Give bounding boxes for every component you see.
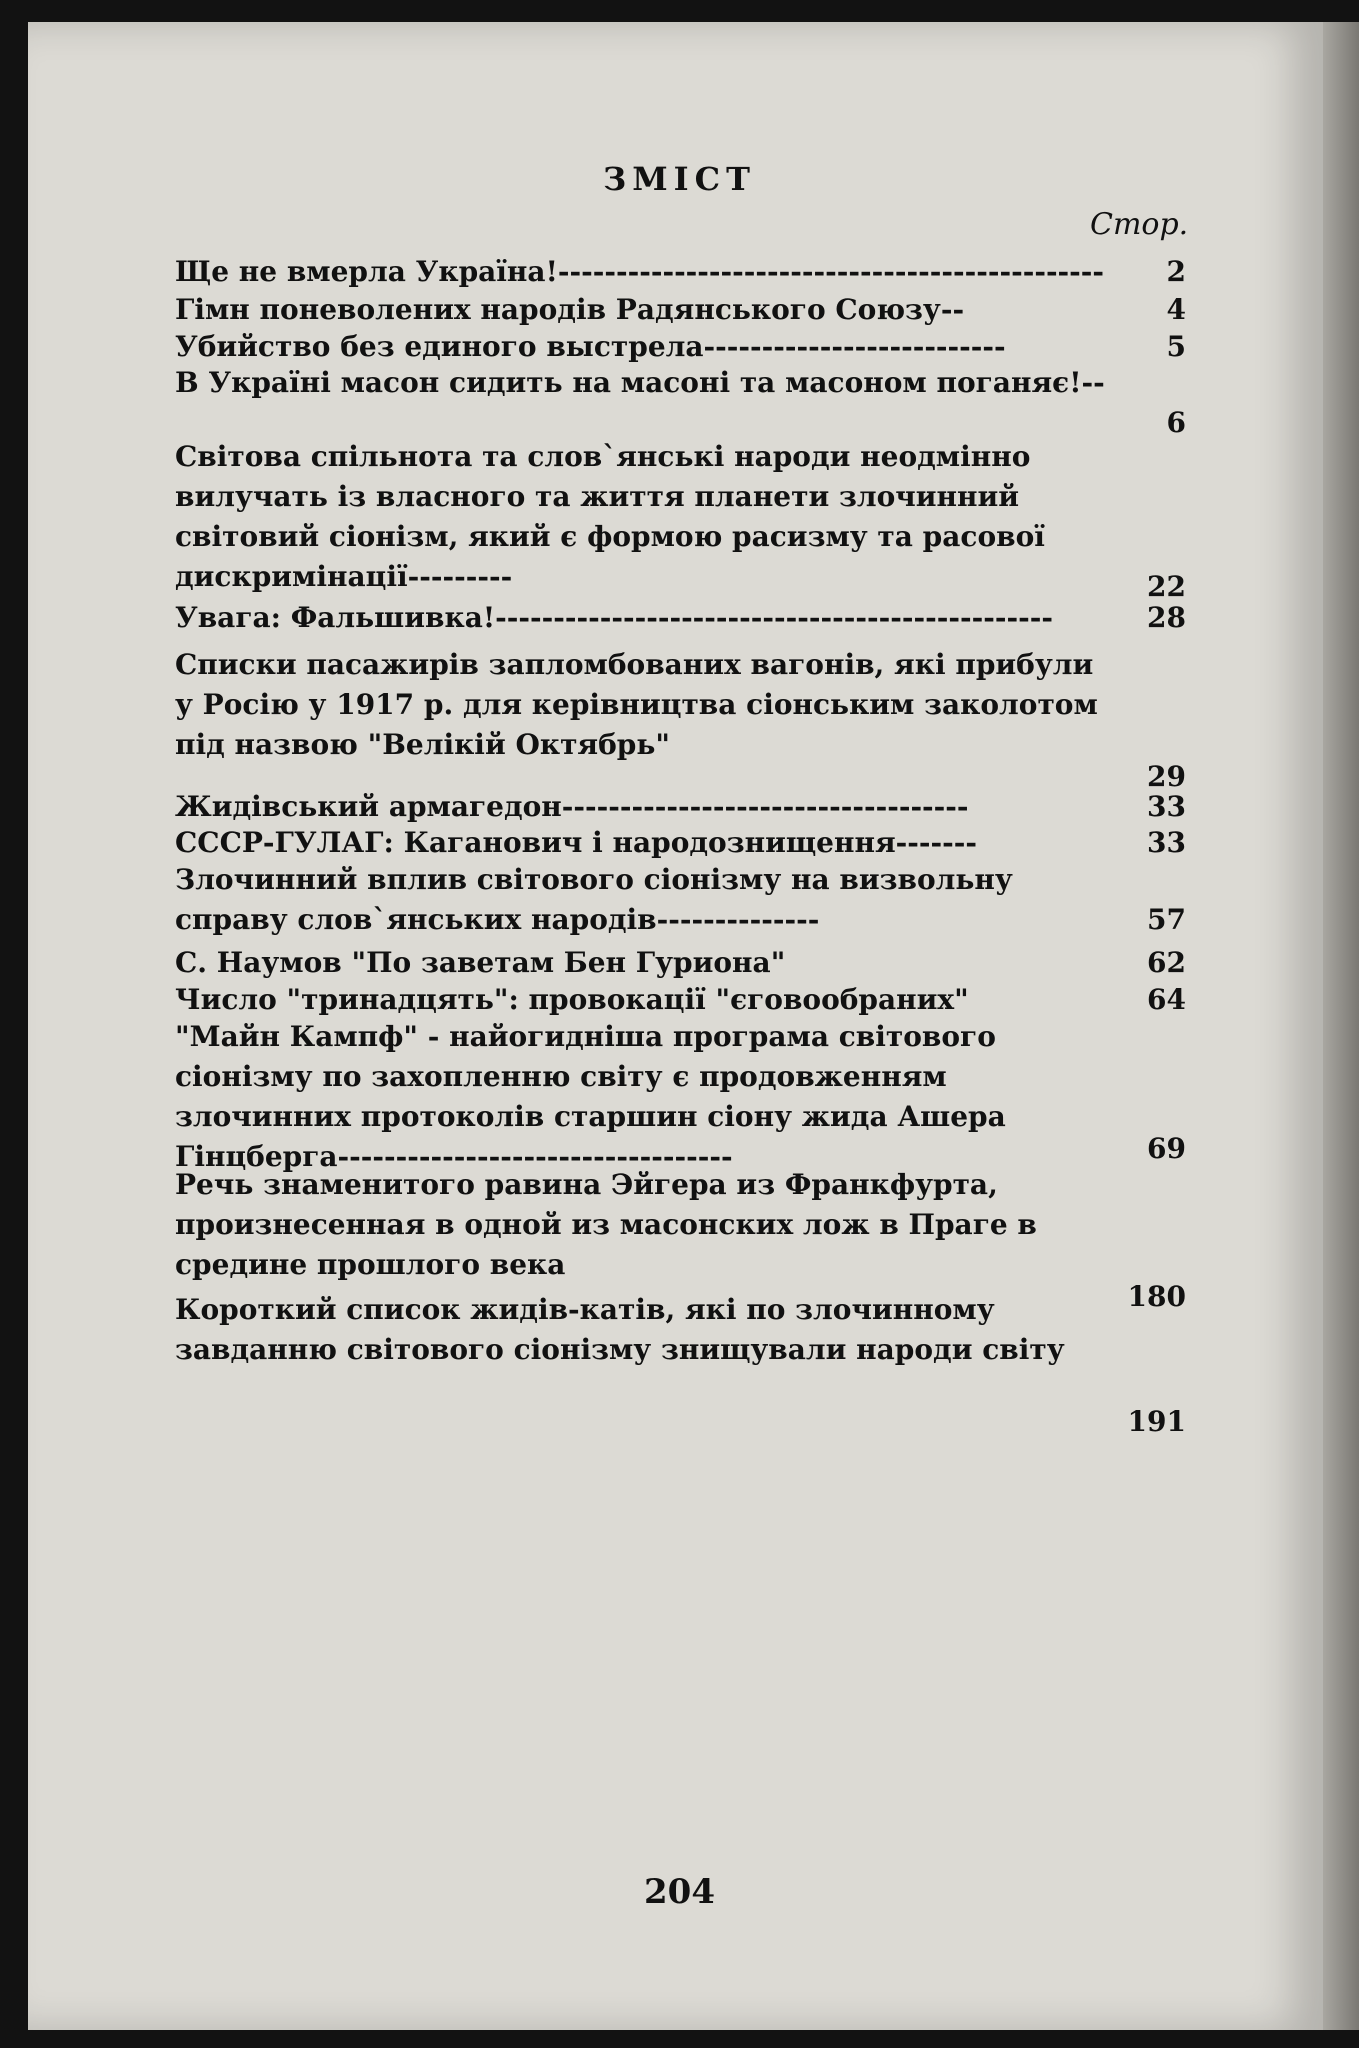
toc-entry <box>175 1017 1195 1177</box>
toc-entry <box>175 980 1195 1020</box>
toc-entry <box>175 598 1195 638</box>
toc-entry-page: 6 <box>1166 406 1186 439</box>
toc-entry <box>175 1165 1195 1285</box>
toc-entry-line: світовий сіонізм, який є формою расизму та расової <box>175 520 1045 553</box>
toc-entry-line: Убийство без единого выстрела-------------------------- <box>175 330 1006 363</box>
toc-entry-line: завданню світового сіонізму знищували народи світу <box>175 1333 1065 1366</box>
toc-entry-line: вилучать із власного та життя планети злочинний <box>175 480 1020 513</box>
toc-entry-line: у Росію у 1917 р. для керівництва сіонським заколотом <box>175 688 1098 721</box>
toc-entry-page: 33 <box>1147 790 1186 823</box>
toc-entry-line: сіонізму по захопленню світу є продовженням <box>175 1060 947 1093</box>
toc-entry <box>175 252 1195 292</box>
toc-entry-line: Світова спільнота та слов`янські народи неодмінно <box>175 440 1031 473</box>
toc-entry <box>175 943 1195 983</box>
toc-entry-page: 64 <box>1147 983 1186 1016</box>
toc-entry-line: "Майн Кампф" - найогиднішa програма світового <box>175 1020 996 1053</box>
toc-entry-page: 33 <box>1147 826 1186 859</box>
toc-entry-line: СССР-ГУЛАГ: Каганович і народознищення------- <box>175 826 977 859</box>
toc-entry-line: справу слов`янських народів-------------- <box>175 903 820 936</box>
toc-entry-line: Злочинний вплив світового сіонізму на визвольну <box>175 863 1013 896</box>
toc-entry-line: С. Наумов "По заветам Бен Гуриона" <box>175 946 786 979</box>
toc-entry-page: 180 <box>1127 1280 1186 1313</box>
toc-entry-page: 2 <box>1166 255 1186 288</box>
toc-entry-page: 191 <box>1127 1405 1186 1438</box>
toc-entry-page: 4 <box>1166 293 1186 326</box>
toc-title: ЗМІСТ <box>603 160 756 198</box>
toc-entry-line: дискримінації--------- <box>175 560 513 593</box>
toc-entry <box>175 860 1195 940</box>
toc-entry-line: злочинних протоколів старшин сіону жида Ашера <box>175 1100 1006 1133</box>
toc-entry-line: Короткий список жидів-катів, які по злочинному <box>175 1293 995 1326</box>
toc-entry-line: произнесенная в одной из масонских лож в Праге в <box>175 1208 1037 1241</box>
page-column-label: Стор. <box>1090 207 1189 242</box>
toc-entry-line: Гінцберга---------------------------------- <box>175 1140 733 1173</box>
toc-entry-line: Жидівський армагедон----------------------------------- <box>175 790 969 823</box>
toc-entry-line: Списки пасажирів запломбованих вагонів, які прибули <box>175 648 1094 681</box>
toc-entry-page: 62 <box>1147 946 1186 979</box>
toc-entry-line: Число "тринадцять": провокації "єговообраних" <box>175 983 969 1016</box>
toc-entry-line: средине прошлого века <box>175 1248 566 1281</box>
toc-entry-line: під назвою "Велікій Октябрь" <box>175 728 670 761</box>
toc-entry <box>175 290 1195 330</box>
toc-entry-page: 22 <box>1147 570 1186 603</box>
toc-entry <box>175 1290 1195 1370</box>
toc-entry-page: 5 <box>1166 330 1186 363</box>
toc-entry-line: В Україні масон сидить на масоні та масоном поганяє!-- <box>175 366 1105 399</box>
toc-entry <box>175 645 1195 765</box>
toc-entry-line: Гімн поневолених народів Радянського Союзу-- <box>175 293 965 326</box>
toc-entry <box>175 363 1195 403</box>
toc-entry <box>175 787 1195 827</box>
toc-entry-line: Ще не вмерла Україна!----------------------------------------------- <box>175 255 1105 288</box>
toc-entry-line: Речь знаменитого равина Эйгера из Франкфурта, <box>175 1168 998 1201</box>
toc-entry-page: 69 <box>1147 1132 1186 1165</box>
toc-entry-line: Увага: Фальшивка!------------------------------------------------ <box>175 601 1053 634</box>
toc-entry <box>175 327 1195 367</box>
toc-entry-page: 29 <box>1147 760 1186 793</box>
toc-entry-page: 57 <box>1147 903 1186 936</box>
toc-entry <box>175 823 1195 863</box>
toc-entry <box>175 437 1195 597</box>
footer-page-number: 204 <box>644 1872 715 1912</box>
toc-entry-page: 28 <box>1147 601 1186 634</box>
